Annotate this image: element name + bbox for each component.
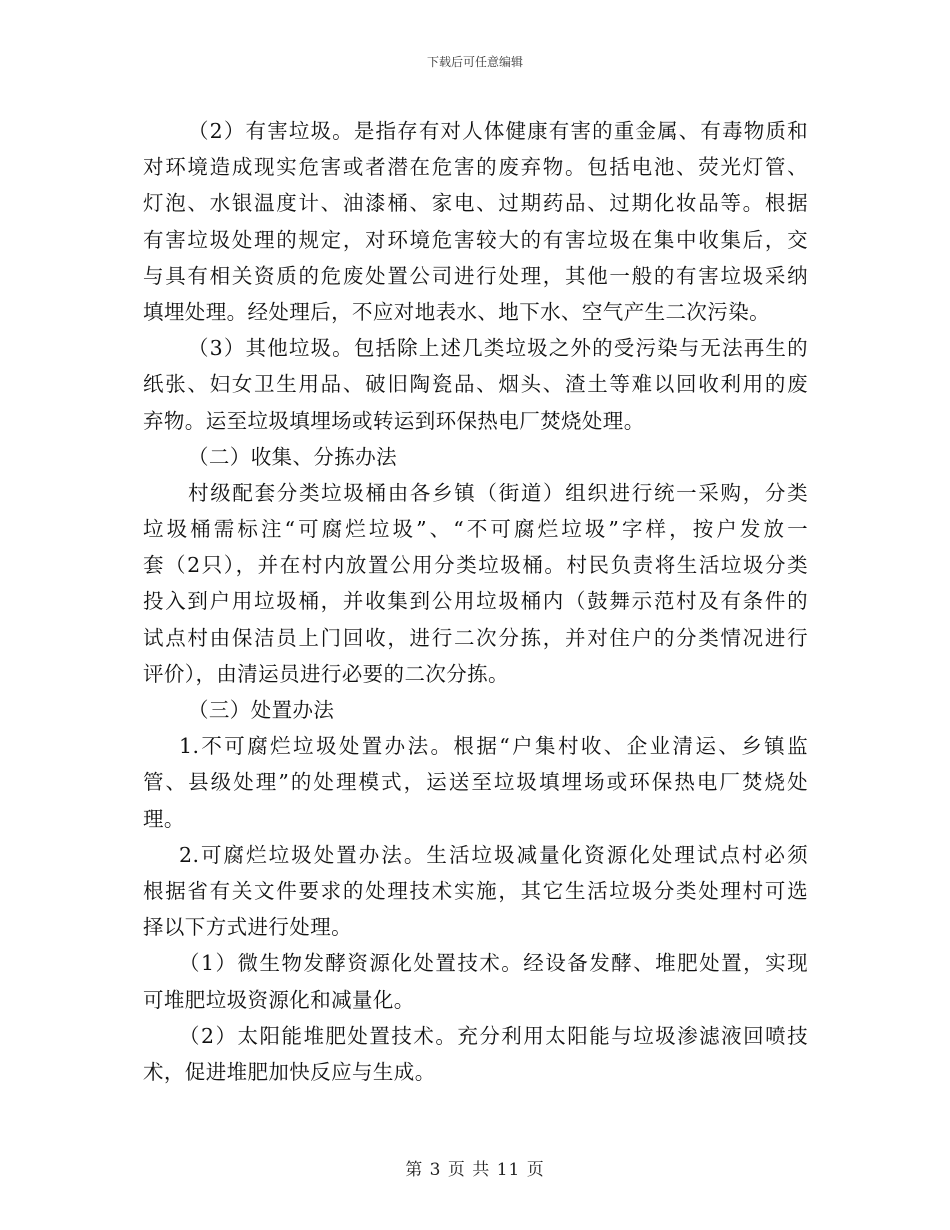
text-line: 垃圾桶需标注“可腐烂垃圾”、“不可腐烂垃圾”字样，按户发放一 — [143, 517, 808, 542]
text-line: 套（2只），并在村内放置公用分类垃圾桶。村民负责将生活垃圾分类 — [143, 553, 808, 578]
text-line: 可堆肥垃圾资源化和减量化。 — [143, 987, 415, 1012]
text-line: 填埋处理。经处理后，不应对地表水、地下水、空气产生二次污染。 — [143, 299, 770, 324]
section-heading: （三）处置办法 — [188, 698, 335, 722]
text-line: （1）微生物发酵资源化处置技术。经设备发酵、堆肥处置，实现 — [179, 951, 808, 976]
text-line: 对环境造成现实危害或者潜在危害的废弃物。包括电池、荧光灯管、 — [143, 155, 808, 180]
text-line: 根据省有关文件要求的处理技术实施，其它生活垃圾分类处理村可选 — [143, 878, 808, 903]
text-line: 与具有相关资质的危废处置公司进行处理，其他一般的有害垃圾采纳 — [143, 263, 808, 288]
page-header-note: 下载后可任意编辑 — [426, 55, 523, 69]
section-heading: （二）收集、分拣办法 — [188, 444, 397, 469]
text-line: 2.可腐烂垃圾处置办法。生活垃圾减量化资源化处理试点村必须 — [179, 842, 808, 867]
text-line: 有害垃圾处理的规定，对环境危害较大的有害垃圾在集中收集后，交 — [143, 227, 808, 252]
text-line: 投入到户用垃圾桶，并收集到公用垃圾桶内（鼓舞示范村及有条件的 — [143, 589, 808, 614]
text-line: 术，促进堆肥加快反应与生成。 — [143, 1059, 436, 1084]
text-line: 理。 — [143, 806, 185, 831]
text-line: 1.不可腐烂垃圾处置办法。根据“户集村收、企业清运、乡镇监 — [179, 734, 808, 759]
text-line: 纸张、妇女卫生用品、破旧陶瓷品、烟头、渣土等难以回收利用的废 — [143, 372, 808, 397]
text-line: 管、县级处理”的处理模式，运送至垃圾填埋场或环保热电厂焚烧处 — [143, 770, 808, 795]
text-line: （2）太阳能堆肥处置技术。充分利用太阳能与垃圾渗滤液回喷技 — [179, 1023, 808, 1048]
text-line: 试点村由保洁员上门回收，进行二次分拣，并对住户的分类情况进行 — [143, 625, 808, 650]
text-line: 弃物。运至垃圾填埋场或转运到环保热电厂焚烧处理。 — [143, 408, 645, 433]
text-line: 村级配套分类垃圾桶由各乡镇（街道）组织进行统一采购，分类 — [188, 480, 808, 505]
document-body — [143, 113, 808, 1090]
page-number: 第 3 页 共 11 页 — [405, 1160, 545, 1180]
text-line: （2）有害垃圾。是指存有对人体健康有害的重金属、有毒物质和 — [188, 119, 808, 143]
text-line: 择以下方式进行处理。 — [143, 915, 352, 940]
text-line: 灯泡、水银温度计、油漆桶、家电、过期药品、过期化妆品等。根据 — [143, 191, 808, 216]
text-line: 评价），由清运员进行必要的二次分拣。 — [143, 661, 509, 686]
text-line: （3）其他垃圾。包括除上述几类垃圾之外的受污染与无法再生的 — [188, 336, 808, 361]
